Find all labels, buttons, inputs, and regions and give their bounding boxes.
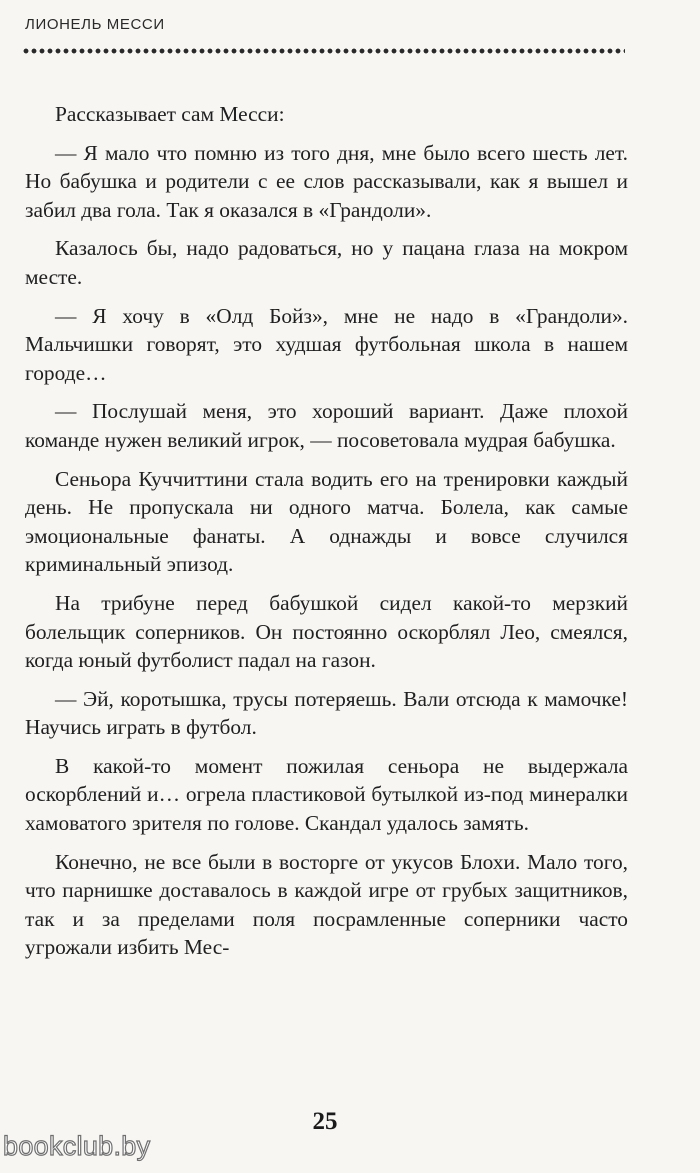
paragraph: В какой-то момент пожилая сеньора не выдержала оскорблений и… огрела пластиковой бутылкой из-под минералки хамоватого зрителя по голове. Скандал удалось замять. bbox=[25, 753, 628, 836]
body-text bbox=[25, 100, 628, 972]
paragraph: Сеньора Куччиттини стала водить его на тренировки каждый день. Не пропускала ни одного матча. Болела, как самые эмоциональные фанаты. А однажды и вовсе случился криминальный эпизод. bbox=[25, 466, 628, 577]
watermark: bookclub.by bbox=[3, 1131, 151, 1161]
paragraph: — Эй, коротышка, трусы потеряешь. Вали отсюда к мамочке! Научись играть в футбол. bbox=[25, 686, 628, 740]
paragraph: Казалось бы, надо радоваться, но у пацана глаза на мокром месте. bbox=[25, 236, 628, 289]
paragraph: — Я мало что помню из того дня, мне было всего шесть лет. Но бабушка и родители с ее слов рассказывали, как я вышел и забил два гола. Так я оказался в «Грандоли». bbox=[25, 140, 628, 222]
paragraph: На трибуне перед бабушкой сидел какой-то мерзкий болельщик соперников. Он постоянно оскорблял Лео, смеялся, когда юный футболист падал на газон. bbox=[25, 590, 628, 673]
paragraph: — Я хочу в «Олд Бойз», мне не надо в «Грандоли». Мальчишки говорят, это худшая футбольная школа в нашем городе… bbox=[25, 303, 628, 385]
dotted-rule bbox=[22, 47, 625, 55]
paragraph: — Послушай меня, это хороший вариант. Даже плохой команде нужен великий игрок, — посоветовала мудрая бабушка. bbox=[25, 399, 628, 452]
paragraph: Рассказывает сам Месси: bbox=[55, 102, 285, 126]
paragraph: Конечно, не все были в восторге от укусов Блохи. Мало того, что парнишке доставалось в каждой игре от грубых защитников, так и за пределами поля посрамленные соперники часто угрожали избить Мес- bbox=[25, 849, 628, 960]
running-head: ЛИОНЕЛЬ МЕССИ bbox=[25, 16, 165, 33]
page-number: 25 bbox=[312, 1108, 338, 1135]
